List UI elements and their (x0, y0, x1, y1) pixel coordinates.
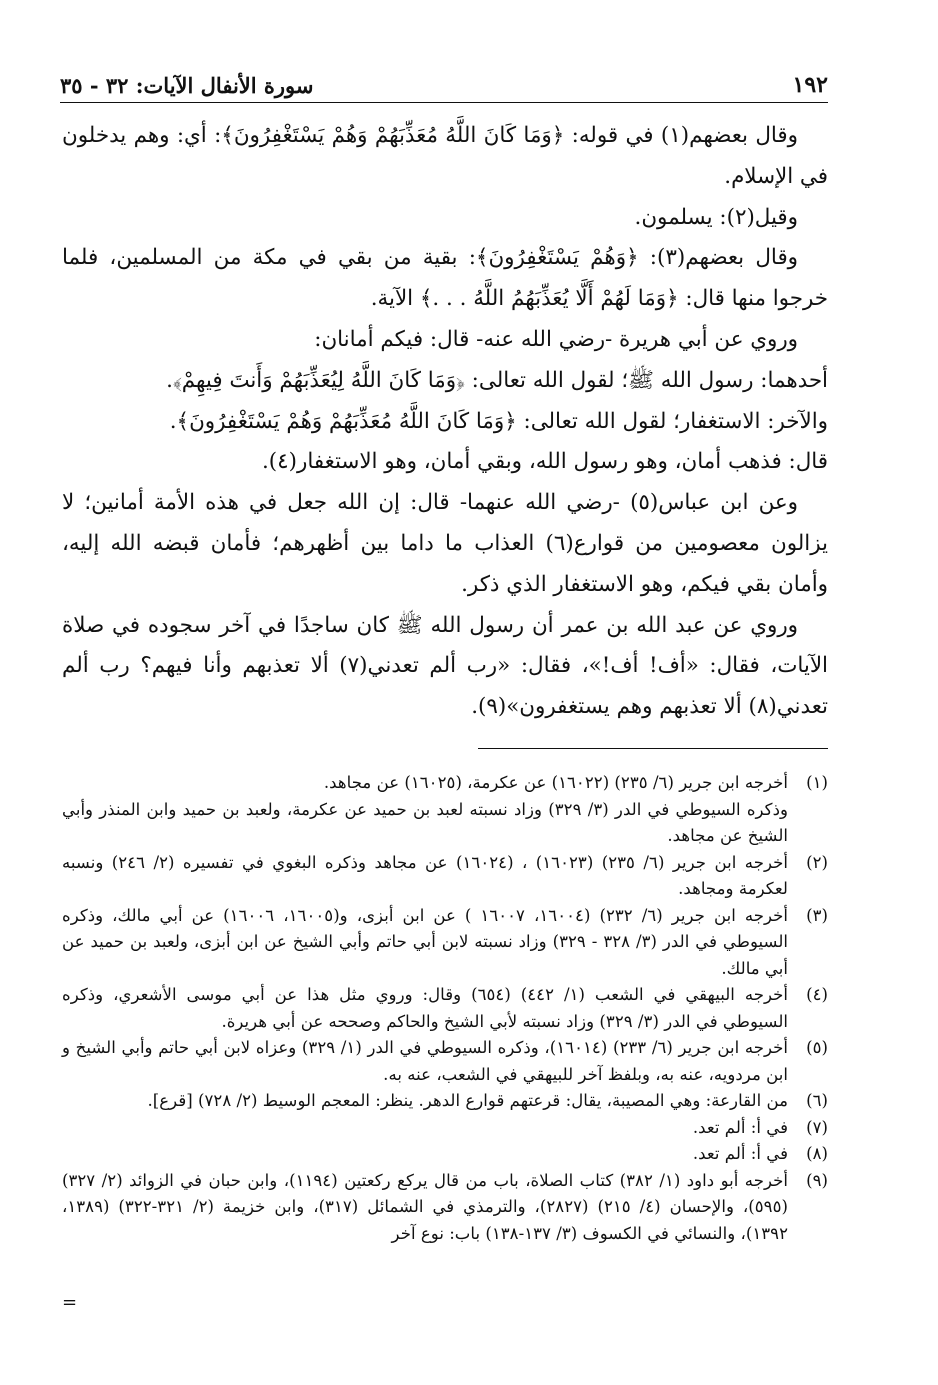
footnote-text: في أ: ألم تعد. (692, 1117, 788, 1137)
footnote (62, 1035, 828, 1088)
paragraph: وروي عن عبد الله بن عمر أن رسول الله ﷺ كان ساجدًا في آخر سجوده في صلاة الآيات، فقال: «أف! أف!»، فقال: «رب ألم تعدني(٧) ألا تعذبهم وأنا فيهم؟ رب ألم تعدني(٨) ألا تعذبهم وهم يستغفرون»(٩). (62, 612, 828, 720)
paragraph: أحدهما: رسول الله ﷺ؛ لقول الله تعالى: ﴿وَمَا كَانَ اللَّهُ لِيُعَذِّبَهُمْ وَأَنتَ فِيهِمْ﴾. (166, 367, 828, 393)
footnote-number: (٢) (806, 852, 828, 872)
footnote (62, 1088, 828, 1115)
paragraph: وروي عن أبي هريرة -رضي الله عنه- قال: فيكم أمانان: (314, 326, 798, 352)
footnote-number: (٨) (806, 1144, 828, 1163)
paragraph: وقيل(٢): يسلمون. (634, 204, 798, 230)
page-number: ١٩٢ (792, 72, 828, 98)
footnote (62, 1115, 828, 1142)
paragraph: وعن ابن عباس(٥) -رضي الله عنهما- قال: إن الله جعل في هذه الأمة أمانين؛ لا يزالون معصومين من قوارع(٦) العذاب ما داما بين أظهرهم؛ فأمان قبضه الله إليه، وأمان بقي فيكم، وهو الاستغفار الذي ذكر. (62, 490, 828, 597)
footnote (62, 982, 828, 1035)
footnote (62, 850, 828, 903)
paragraph: والآخر: الاستغفار؛ لقول الله تعالى: ﴿وَمَا كَانَ اللَّهُ مُعَذِّبَهُمْ وَهُمْ يَسْتَغْفِرُونَ﴾. (169, 408, 828, 434)
footnote-number: (٤) (806, 985, 828, 1004)
footnote-number: (٥) (806, 1038, 828, 1057)
footnote (62, 903, 828, 983)
footnote-number: (١) (806, 773, 828, 792)
footnote-number: (٩) (806, 1170, 828, 1190)
paragraph: قال: فذهب أمان، وهو رسول الله، وبقي أمان، وهو الاستغفار(٤). (261, 449, 828, 475)
footnote-text: من القارعة: وهي المصيبة، يقال: قرعتهم قوارع الدهر. ينظر: المعجم الوسيط (٢/ ٧٢٨) [قرع]. (147, 1091, 788, 1110)
paragraph: وقال بعضهم(١) في قوله: ﴿وَمَا كَانَ اللَّهُ مُعَذِّبَهُمْ وَهُمْ يَسْتَغْفِرُونَ﴾: أي: وهم يدخلون في الإسلام. (62, 123, 828, 189)
footnote-number: (٣) (806, 905, 828, 925)
footnote-text: وذكره السيوطي في الدر (٣/ ٣٢٩) وزاد نسبته لعبد بن حميد عن عكرمة، ولعبد بن حميد وابن المنذر وأبي الشيخ عن مجاهد. (62, 799, 788, 845)
main-text (62, 116, 828, 728)
footnote-number: (٦) (806, 1091, 828, 1110)
footnote-text: في أ: ألم تعد. (692, 1144, 788, 1163)
footnotes (62, 770, 828, 1247)
paragraph: وقال بعضهم(٣): ﴿وَهُمْ يَسْتَغْفِرُونَ﴾: بقية من بقي في مكة من المسلمين، فلما خرجوا منها قال: ﴿وَمَا لَهُمْ أَلَّا يُعَذِّبَهُمُ اللَّهُ . . .﴾ الآية. (62, 245, 828, 312)
footnote-separator (478, 748, 828, 749)
footnote-text: أخرجه ابن جرير (٦/ ٢٣٥) (١٦٠٢٢) عن عكرمة، (١٦٠٢٥) عن مجاهد. (323, 773, 788, 792)
running-title: سورة الأنفال الآيات: ٣٢ - ٣٥ (60, 73, 314, 98)
footnote (62, 1168, 828, 1248)
footnote (62, 1141, 828, 1168)
running-header (60, 58, 828, 103)
footnote-text: أخرجه ابن جرير (٦/ ٢٣٢) (١٦٠٠٤، ١٦٠٠٧ ) عن ابن أبزى، و(١٦٠٠٥، ١٦٠٠٦) عن أبي مالك، وذكره السيوطي في الدر (٣/ ٣٢٨ - ٣٢٩) وزاد نسبته لابن أبي حاتم وأبي الشيخ عن ابن أبزى، ولعبد بن حميد عن أبي مالك. (62, 905, 789, 978)
footnote-text: أخرجه أبو داود (١/ ٣٨٢) كتاب الصلاة، باب من قال يركع ركعتين (١١٩٤)، وابن حبان في الزوائد (٢/ ٣٢٧) (٥٩٥)، والإحسان (٤/ ٢١٥) (٢٨٢٧)، والترمذي في الشمائل (٣١٧)، وابن خزيمة (٢/ ٣٢١-٣٢٢) (١٣٨٩، ١٣٩٢)، والنسائي في الكسوف (٣/ ١٣٧-١٣٨) باب: نوع آخر (62, 1170, 788, 1243)
footnote-text: أخرجه ابن جرير (٦/ ٢٣٥) (١٦٠٢٣) ، (١٦٠٢٤) عن مجاهد وذكره البغوي في تفسيره (٢/ ٢٤٦) ونسبه لعكرمة ومجاهد. (62, 852, 788, 898)
footnote-text: أخرجه ابن جرير (٦/ ٢٣٣) (١٦٠١٤)، وذكره السيوطي في الدر (١/ ٣٢٩) وعزاه لابن أبي حاتم وأبي الشيخ و ابن مردويه، عنه به، وبلفظ آخر للبيهقي في الشعب، عنه به. (62, 1038, 789, 1084)
footnote-number: (٧) (806, 1117, 828, 1137)
continuation-mark: = (62, 1292, 78, 1313)
footnote (62, 770, 828, 850)
footnote-text: أخرجه البيهقي في الشعب (١/ ٤٤٢) (٦٥٤) وقال: وروي مثل هذا عن أبي موسى الأشعري، وذكره السيوطي في الدر (٣/ ٣٢٩) وزاد نسبته لأبي الشيخ والحاكم وصححه عن أبي هريرة. (62, 985, 788, 1031)
